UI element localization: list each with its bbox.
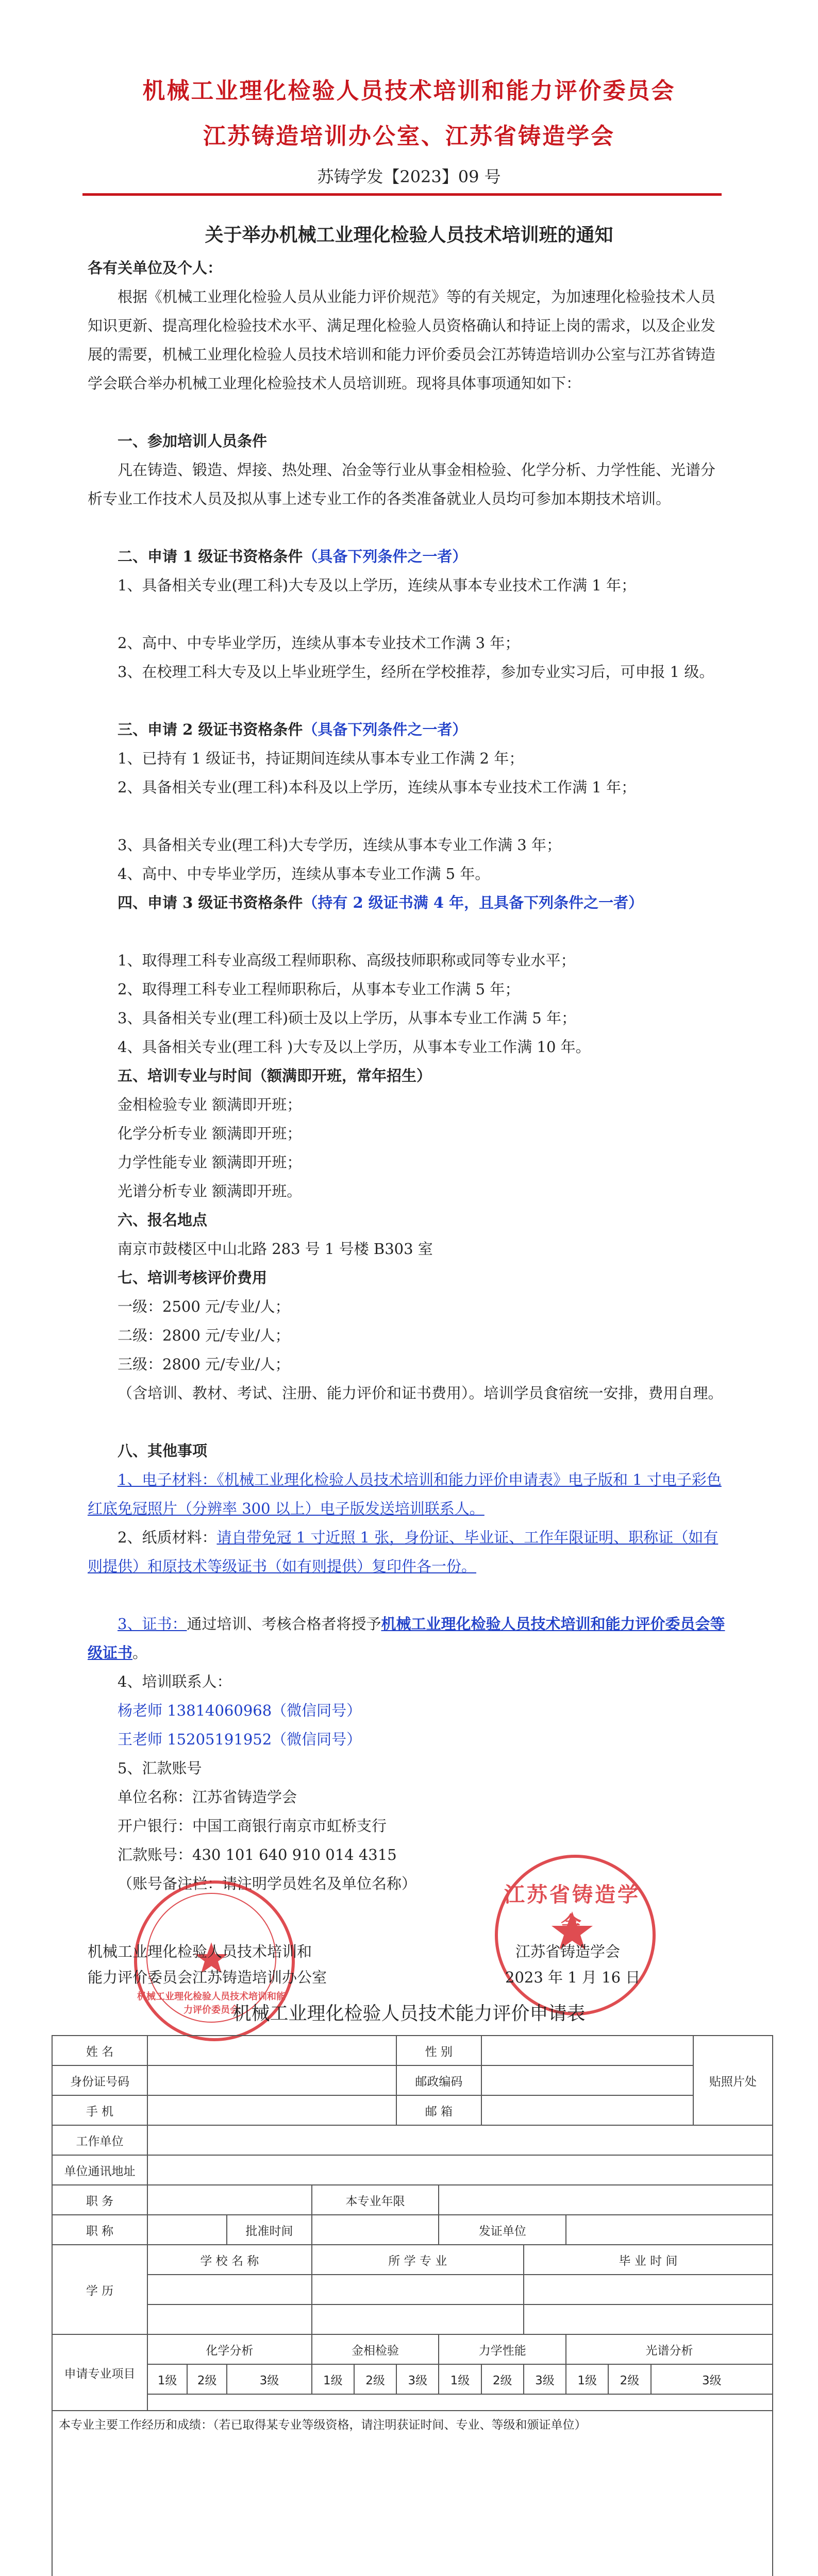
section-2-item-2: 2、高中、中专毕业学历，连续从事本专业技术工作满 3 年； — [118, 634, 520, 652]
input-email[interactable] — [481, 2095, 693, 2125]
certificate-text: 通过培训、考核合格者将授予 — [187, 1615, 381, 1633]
input-approve-time[interactable] — [312, 2215, 439, 2245]
application-form — [52, 2035, 773, 2576]
experience-label: 本专业主要工作经历和成绩：（若已取得某专业等级资格，请注明获证时间、专业、等级和颁证单位） — [59, 2418, 587, 2432]
section-4-item-4: 4、具备相关专业(理工科 )大专及以上学历，从事本专业工作满 10 年。 — [118, 1038, 591, 1056]
label-school: 学 校 名 称 — [147, 2245, 312, 2275]
subject-mechanical: 力学性能 — [439, 2334, 566, 2364]
electronic-materials: 1、电子材料：《机械工业理化检验人员技术培训和能力评价申请表》电子版和 1 寸电子彩色红底免冠照片（分辨率 300 以上）电子版发送培训联系人。 — [88, 1471, 722, 1517]
section-3-heading: 三、申请 2 级证书资格条件 — [118, 721, 303, 738]
label-grad-time: 毕 业 时 间 — [524, 2245, 773, 2275]
signer-left-line2: 能力评价委员会江苏铸造培训办公室 — [88, 1969, 327, 1986]
label-position: 职 务 — [52, 2185, 147, 2215]
label-gender: 性 别 — [396, 2036, 481, 2065]
section-2-note: （具备下列条件之一者） — [303, 548, 468, 565]
bank-note: （账号备注栏：请注明学员姓名及单位名称） — [118, 1875, 417, 1892]
input-school-2[interactable] — [147, 2304, 312, 2334]
mech-level-1[interactable]: 1级 — [439, 2364, 481, 2394]
input-gender[interactable] — [481, 2036, 693, 2065]
notice-title: 关于举办机械工业理化检验人员技术培训班的通知 — [205, 224, 613, 246]
chem-level-1[interactable]: 1级 — [147, 2364, 187, 2394]
photo-box[interactable]: 贴照片处 — [693, 2036, 773, 2125]
section-5-item-3: 力学性能专业 额满即开班； — [118, 1154, 302, 1171]
section-3-item-1: 1、已持有 1 级证书，持证期间连续从事本专业工作满 2 年； — [118, 750, 524, 767]
label-education: 学 历 — [52, 2245, 147, 2334]
input-issue-unit[interactable] — [566, 2215, 773, 2245]
contact-wang[interactable]: 王老师 15205191952（微信同号） — [118, 1731, 362, 1748]
section-2-heading: 二、申请 1 级证书资格条件 — [118, 548, 303, 565]
section-5-title: 五、培训专业与时间（额满即开班，常年招生） — [118, 1067, 432, 1084]
org-title-line2: 江苏铸造培训办公室、江苏省铸造学会 — [203, 123, 615, 149]
certificate-label: 3、证书： — [118, 1615, 187, 1633]
fee-note: （含培训、教材、考试、注册、能力评价和证书费用）。培训学员食宿统一安排，费用自理。 — [118, 1384, 723, 1402]
contact-heading: 4、培训联系人： — [118, 1673, 232, 1690]
paper-materials-label: 2、纸质材料： — [118, 1529, 217, 1546]
label-mobile: 手 机 — [52, 2095, 147, 2125]
spec-level-3[interactable]: 3级 — [651, 2364, 773, 2394]
section-4-title — [88, 888, 727, 917]
bank-name: 开户银行：中国工商银行南京市虹桥支行 — [118, 1817, 387, 1835]
header-divider — [82, 193, 722, 196]
section-3-title — [88, 715, 727, 744]
input-work-unit[interactable] — [147, 2125, 773, 2155]
section-2-item-1: 1、具备相关专业(理工科)大专及以上学历，连续从事本专业技术工作满 1 年； — [118, 577, 636, 594]
subject-spectral: 光谱分析 — [566, 2334, 773, 2364]
intro-paragraph: 根据《机械工业理化检验人员从业能力评价规范》等的有关规定，为加速理化检验技术人员知识更新、提高理化检验技术水平、满足理化检验人员资格确认和持证上岗的需求，以及企业发展的需要，机械工业理化检验人员技术培训和能力评价委员会江苏铸造培训办公室与江苏省铸造学会联合举办机械工业理化检验技术人员培训班。现将具体事项通知如下： — [88, 288, 716, 392]
input-postcode[interactable] — [481, 2065, 693, 2095]
section-4-item-1: 1、取得理工科专业高级工程师职称、高级技师职称或同等专业水平； — [118, 952, 576, 969]
input-major-years[interactable] — [439, 2185, 773, 2215]
remit-heading: 5、汇款账号 — [118, 1759, 202, 1777]
label-work-unit: 工作单位 — [52, 2125, 147, 2155]
section-6-text: 南京市鼓楼区中山北路 283 号 1 号楼 B303 室 — [118, 1240, 433, 1258]
certificate-info — [88, 1609, 727, 1667]
apply-spacer — [147, 2394, 773, 2411]
section-4-heading: 四、申请 3 级证书资格条件 — [118, 894, 303, 911]
chem-level-3[interactable]: 3级 — [227, 2364, 311, 2394]
signer-left-line1: 机械工业理化检验人员技术培训和 — [88, 1943, 312, 1960]
input-position[interactable] — [147, 2185, 312, 2215]
input-school-1[interactable] — [147, 2275, 312, 2304]
metal-level-3[interactable]: 3级 — [396, 2364, 439, 2394]
fee-level-3: 三级：2800 元/专业/人； — [118, 1355, 290, 1373]
experience-box[interactable] — [52, 2411, 773, 2576]
metal-level-1[interactable]: 1级 — [312, 2364, 354, 2394]
signer-right-date: 2023 年 1 月 16 日 — [505, 1969, 641, 1986]
paper-materials — [88, 1523, 727, 1581]
section-4-note: （持有 2 级证书满 4 年，且具备下列条件之一者） — [303, 894, 644, 911]
doc-number: 苏铸学发【2023】09 号 — [317, 167, 501, 187]
section-6-title: 六、报名地点 — [118, 1211, 208, 1229]
input-title[interactable] — [147, 2215, 227, 2245]
bank-account: 汇款账号：430 101 640 910 014 4315 — [118, 1846, 397, 1863]
label-title: 职 称 — [52, 2215, 147, 2245]
input-grad-time-2[interactable] — [524, 2304, 773, 2334]
mech-level-2[interactable]: 2级 — [481, 2364, 524, 2394]
mech-level-3[interactable]: 3级 — [524, 2364, 566, 2394]
input-unit-address[interactable] — [147, 2155, 773, 2185]
salutation: 各有关单位及个人： — [88, 259, 223, 277]
input-id-number[interactable] — [147, 2065, 396, 2095]
label-major: 所 学 专 业 — [312, 2245, 524, 2275]
section-3-item-2: 2、具备相关专业(理工科)本科及以上学历，连续从事本专业技术工作满 1 年； — [118, 778, 636, 796]
certificate-name: 机械工业理化检验人员技术培训和能力评价委员会等级证书 — [88, 1615, 725, 1662]
chem-level-2[interactable]: 2级 — [187, 2364, 227, 2394]
section-4-item-2: 2、取得理工科专业工程师职称后，从事本专业工作满 5 年； — [118, 980, 520, 998]
section-2-title — [88, 542, 727, 571]
form-title: 机械工业理化检验人员技术能力评价申请表 — [232, 2003, 586, 2024]
input-name[interactable] — [147, 2036, 396, 2065]
subject-metallography: 金相检验 — [312, 2334, 439, 2364]
input-major-2[interactable] — [312, 2304, 524, 2334]
input-grad-time-1[interactable] — [524, 2275, 773, 2304]
org-title-line1: 机械工业理化检验人员技术培训和能力评价委员会 — [142, 78, 676, 104]
section-3-item-4: 4、高中、中专毕业学历，连续从事本专业工作满 5 年。 — [118, 865, 490, 883]
signer-right-line1: 江苏省铸造学会 — [515, 1943, 621, 1960]
label-email: 邮 箱 — [396, 2095, 481, 2125]
label-apply-items: 申请专业项目 — [52, 2334, 147, 2411]
label-issue-unit: 发证单位 — [439, 2215, 566, 2245]
section-5-item-1: 金相检验专业 额满即开班； — [118, 1096, 302, 1113]
section-8-title: 八、其他事项 — [118, 1442, 208, 1460]
section-2-item-3: 3、在校理工科大专及以上毕业班学生，经所在学校推荐，参加专业实习后，可申报 1 级。 — [118, 663, 714, 681]
section-3-note: （具备下列条件之一者） — [303, 721, 468, 738]
bank-unit: 单位名称：江苏省铸造学会 — [118, 1788, 297, 1806]
section-1-title: 一、参加培训人员条件 — [118, 432, 268, 450]
section-5-item-2: 化学分析专业 额满即开班； — [118, 1125, 302, 1142]
spec-level-2[interactable]: 2级 — [608, 2364, 650, 2394]
label-approve-time: 批准时间 — [227, 2215, 311, 2245]
fee-level-1: 一级：2500 元/专业/人； — [118, 1298, 290, 1315]
label-unit-address: 单位通讯地址 — [52, 2155, 147, 2185]
right-seal-text: 江苏省铸造学会 — [504, 1883, 640, 1936]
spec-level-1[interactable]: 1级 — [566, 2364, 608, 2394]
label-major-years: 本专业年限 — [312, 2185, 439, 2215]
label-postcode: 邮政编码 — [396, 2065, 481, 2095]
label-id-number: 身份证号码 — [52, 2065, 147, 2095]
certificate-end: 。 — [132, 1644, 148, 1662]
input-mobile[interactable] — [147, 2095, 396, 2125]
section-1-text: 凡在铸造、锻造、焊接、热处理、冶金等行业从事金相检验、化学分析、力学性能、光谱分析专业工作技术人员及拟从事上述专业工作的各类准备就业人员均可参加本期技术培训。 — [88, 461, 716, 507]
section-3-item-3: 3、具备相关专业(理工科)大专学历，连续从事本专业工作满 3 年； — [118, 836, 561, 854]
section-5-item-4: 光谱分析专业 额满即开班。 — [118, 1182, 302, 1200]
section-4-item-3: 3、具备相关专业(理工科)硕士及以上学历，从事本专业工作满 5 年； — [118, 1009, 576, 1027]
subject-chemical: 化学分析 — [147, 2334, 312, 2364]
label-name: 姓 名 — [52, 2036, 147, 2065]
contact-yang[interactable]: 杨老师 13814060968（微信同号） — [118, 1702, 362, 1719]
paper-materials-text: 请自带免冠 1 寸近照 1 张，身份证、毕业证、工作年限证明、职称证（如有则提供）和原技术等级证书（如有则提供）复印件各一份。 — [88, 1529, 719, 1575]
section-7-title: 七、培训考核评价费用 — [118, 1269, 268, 1286]
left-seal-text: 机械工业理化检验人员技术培训和能力评价委员会 — [137, 1991, 286, 2015]
fee-level-2: 二级：2800 元/专业/人； — [118, 1327, 290, 1344]
input-major-1[interactable] — [312, 2275, 524, 2304]
metal-level-2[interactable]: 2级 — [354, 2364, 396, 2394]
